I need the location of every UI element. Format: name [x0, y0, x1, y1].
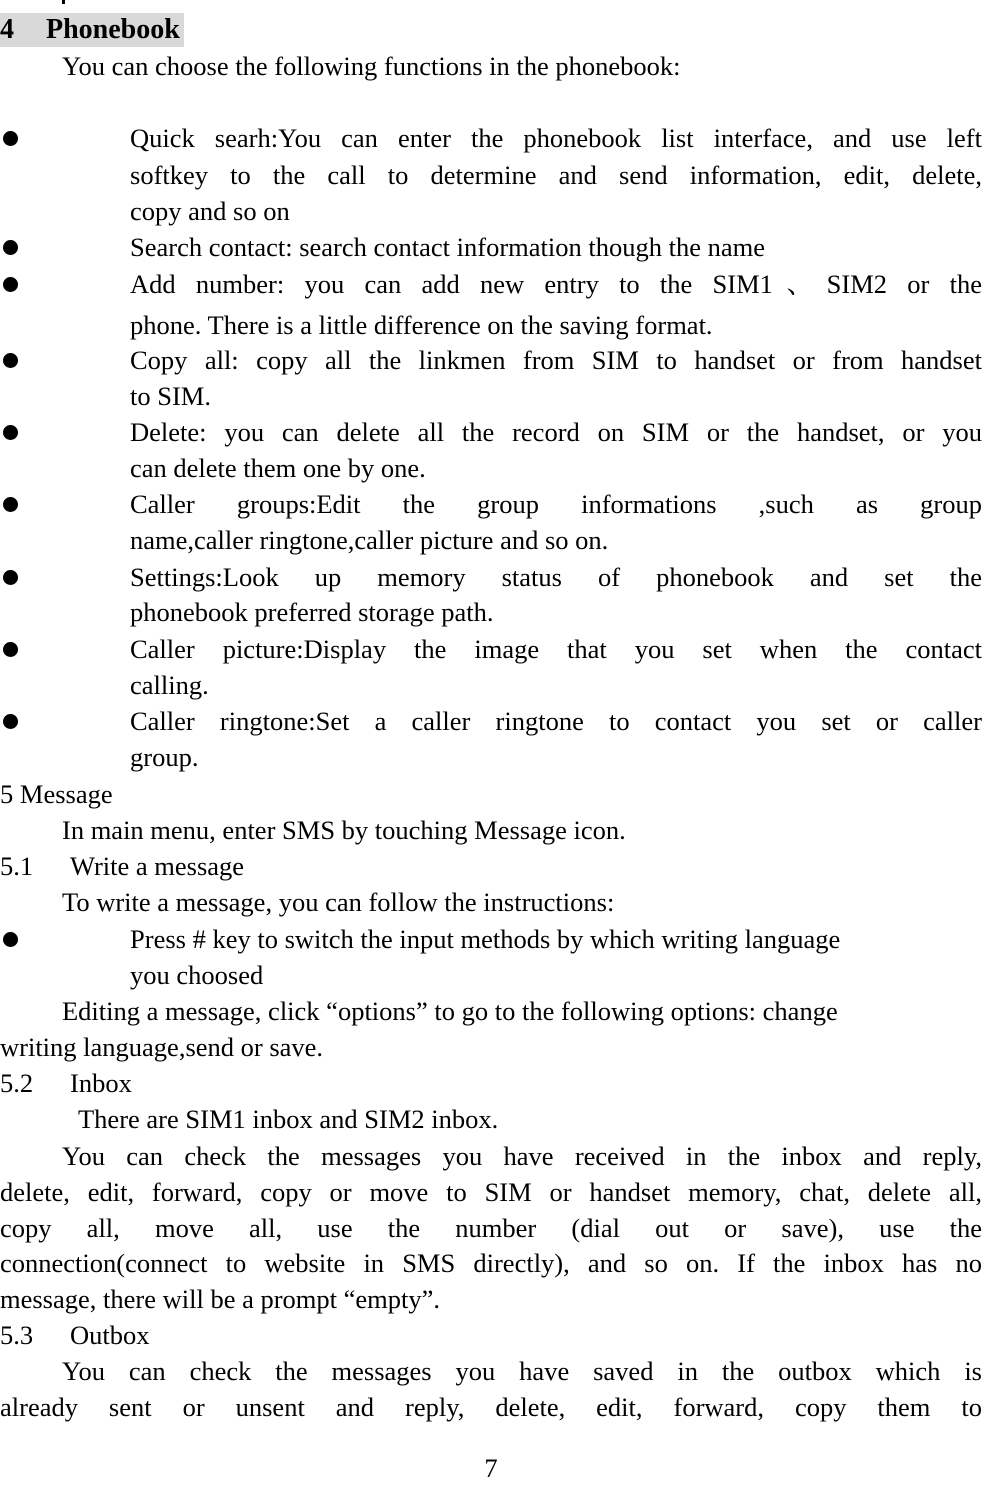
bullet-line: Copy all: copy all the linkmen from SIM to handset or from handset	[130, 345, 982, 375]
bullet-line: you choosed	[130, 960, 264, 990]
bullet-dot	[3, 714, 18, 729]
bullet-line: to SIM.	[130, 381, 211, 411]
section-5-2-heading	[0, 1065, 132, 1101]
bullet-line: Settings:Look up memory status of phonebook and set the	[130, 562, 982, 592]
bullet-line: Caller picture:Display the image that you set when the contact	[130, 634, 982, 664]
section-5-3-number: 5.3	[0, 1320, 34, 1350]
phonebook-intro: You can choose the following functions in the phonebook:	[62, 51, 681, 81]
bullet-dot	[3, 570, 18, 585]
bullet-line: copy and so on	[130, 196, 290, 226]
bullet-line: phone. There is a little difference on the saving format.	[130, 310, 713, 340]
page-number: 7	[484, 1453, 498, 1483]
section-5-1-title: Write a message	[70, 851, 245, 881]
bullet-line: group.	[130, 742, 199, 772]
section-5-2-number: 5.2	[0, 1068, 34, 1098]
bullet-dot	[3, 240, 18, 255]
section-4-number: 4	[0, 14, 14, 45]
section-4-title: Phonebook	[46, 14, 180, 45]
bullet-line: Add number: you can add new entry to the SIM1、SIM2 or the	[130, 269, 982, 299]
bullet-dot	[3, 932, 18, 947]
bullet-dot	[3, 642, 18, 657]
bullet-line: softkey to the call to determine and send information, edit, delete,	[130, 160, 982, 190]
section-5-1-heading	[0, 848, 244, 884]
outbox-para-line: already sent or unsent and reply, delete, edit, forward, copy them to	[0, 1392, 982, 1422]
bullet-line: Delete: you can delete all the record on SIM or the handset, or you	[130, 417, 982, 447]
bullet-line: Press # key to switch the input methods by which writing language	[130, 924, 841, 954]
inbox-para-line: delete, edit, forward, copy or move to SIM or handset memory, chat, delete all,	[0, 1177, 982, 1207]
bullet-line: name,caller ringtone,caller picture and so on.	[130, 525, 609, 555]
inbox-para-line: connection(connect to website in SMS directly), and so on. If the inbox has no	[0, 1248, 982, 1278]
page-top-mark	[62, 0, 65, 4]
editing-message-line-1: Editing a message, click “options” to go to the following options: change	[62, 996, 838, 1026]
section-5-2-title: Inbox	[70, 1068, 132, 1098]
bullet-dot	[3, 353, 18, 368]
bullet-dot	[3, 425, 18, 440]
editing-message-line-2: writing language,send or save.	[0, 1032, 324, 1062]
section-5-3-heading	[0, 1317, 150, 1353]
message-intro: In main menu, enter SMS by touching Message icon.	[62, 815, 626, 845]
bullet-line: Quick searh:You can enter the phonebook list interface, and use left	[130, 123, 982, 153]
section-5-3-title: Outbox	[70, 1320, 150, 1350]
section-5-heading: 5 Message	[0, 779, 113, 809]
bullet-line: Search contact: search contact information though the name	[130, 232, 766, 262]
outbox-para-line: You can check the messages you have saved in the outbox which is	[62, 1356, 982, 1386]
bullet-dot	[3, 497, 18, 512]
bullet-line: Caller groups:Edit the group informations ,such as group	[130, 489, 982, 519]
write-message-intro: To write a message, you can follow the instructions:	[62, 887, 615, 917]
inbox-para-line: copy all, move all, use the number (dial out or save), use the	[0, 1213, 982, 1243]
inbox-line-1: There are SIM1 inbox and SIM2 inbox.	[78, 1104, 499, 1134]
section-4-heading	[0, 13, 184, 47]
section-5-1-number: 5.1	[0, 851, 34, 881]
bullet-line: can delete them one by one.	[130, 453, 426, 483]
inbox-para-line: You can check the messages you have received in the inbox and reply,	[62, 1141, 982, 1171]
bullet-line: phonebook preferred storage path.	[130, 597, 494, 627]
bullet-line: calling.	[130, 670, 209, 700]
bullet-dot	[3, 277, 18, 292]
inbox-para-line: message, there will be a prompt “empty”.	[0, 1284, 441, 1314]
bullet-line: Caller ringtone:Set a caller ringtone to contact you set or caller	[130, 706, 982, 736]
bullet-dot	[3, 131, 18, 146]
